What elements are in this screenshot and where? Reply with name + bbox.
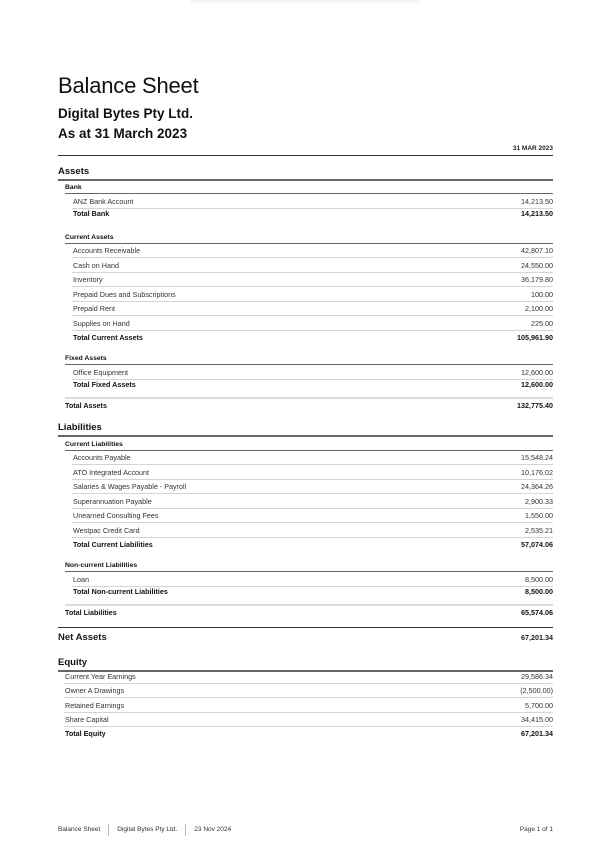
account-value: 5,700.00 <box>525 700 553 710</box>
total-label: Total Fixed Assets <box>73 380 136 389</box>
account-value: 2,900.33 <box>525 496 553 506</box>
report-title: Balance Sheet <box>58 73 199 98</box>
account-row[interactable] <box>58 259 553 273</box>
total-value: 65,574.06 <box>521 608 553 617</box>
account-label: Loan <box>73 575 89 584</box>
total-label: Total Equity <box>65 728 106 738</box>
footer-report-name: Balance Sheet <box>58 826 101 833</box>
total-value: 57,074.06 <box>521 539 553 549</box>
account-label: Unearned Consulting Fees <box>73 511 159 521</box>
total-row <box>58 378 553 392</box>
account-value: 42,807.10 <box>521 246 553 255</box>
account-label: Accounts Receivable <box>73 246 141 255</box>
account-value: 100.00 <box>531 289 553 299</box>
account-value: 36,179.80 <box>521 275 553 285</box>
page-footer <box>58 824 553 836</box>
account-value: 15,548.24 <box>521 453 553 462</box>
footer-company: Digital Bytes Pty Ltd. <box>108 824 185 836</box>
total-label: Total Current Assets <box>73 332 143 342</box>
account-label: Inventory <box>73 275 103 285</box>
net-assets-rule <box>58 627 553 628</box>
account-row[interactable] <box>58 670 553 684</box>
total-label: Total Current Liabilities <box>73 539 153 549</box>
account-row[interactable] <box>58 273 553 287</box>
account-row[interactable] <box>58 509 553 523</box>
total-value: 8,500.00 <box>525 587 553 596</box>
total-row <box>58 331 553 345</box>
group-bank: Bank <box>65 183 553 194</box>
total-value: 12,600.00 <box>521 380 553 389</box>
account-label: Share Capital <box>65 715 109 725</box>
account-label: Accounts Payable <box>73 453 131 462</box>
account-label: Supplies on Hand <box>73 319 130 328</box>
account-label: Office Equipment <box>73 368 129 377</box>
account-row[interactable] <box>58 466 553 480</box>
account-value: 2,535.21 <box>525 526 553 535</box>
account-label: Westpac Credit Card <box>73 526 140 535</box>
account-label: Cash on Hand <box>73 260 119 270</box>
total-row <box>58 727 553 741</box>
net-assets-label: Net Assets <box>58 632 107 643</box>
account-label: Owner A Drawings <box>65 686 125 696</box>
total-assets-row <box>58 399 553 413</box>
account-label: ATO Integrated Account <box>73 467 150 477</box>
account-row[interactable] <box>58 480 553 494</box>
account-row[interactable] <box>58 451 553 465</box>
footer-date: 23 Nov 2024 <box>185 824 239 836</box>
section-liabilities: Liabilities <box>58 422 553 437</box>
account-row[interactable] <box>58 317 553 331</box>
account-value: 8,500.00 <box>525 575 553 584</box>
total-row <box>58 207 553 221</box>
account-row[interactable] <box>58 524 553 538</box>
account-value: 10,176.02 <box>521 467 553 477</box>
account-value: (2,500.00) <box>520 686 553 696</box>
account-value: 12,600.00 <box>521 368 553 377</box>
viewer-top-shadow <box>190 0 420 4</box>
total-label: Total Bank <box>73 209 110 218</box>
company-name: Digital Bytes Pty Ltd. <box>58 106 194 121</box>
report-date: As at 31 March 2023 <box>58 126 188 141</box>
account-label: ANZ Bank Account <box>73 197 134 206</box>
account-row[interactable] <box>58 244 553 258</box>
account-label: Superannuation Payable <box>73 496 152 506</box>
net-assets-row <box>58 630 553 646</box>
section-equity: Equity <box>58 657 553 672</box>
total-value: 132,775.40 <box>517 401 553 410</box>
group-current-liabilities: Current Liabilities <box>65 440 553 451</box>
group-noncurrent-liabilities: Non-current Liabilities <box>65 561 553 572</box>
account-value: 24,364.26 <box>521 482 553 492</box>
account-value: 1,550.00 <box>525 511 553 521</box>
account-value: 14,213.50 <box>521 197 553 206</box>
account-label: Salaries & Wages Payable - Payroll <box>73 482 187 492</box>
section-assets: Assets <box>58 166 553 181</box>
total-row <box>58 585 553 599</box>
account-row[interactable] <box>58 288 553 302</box>
group-fixed-assets: Fixed Assets <box>65 354 553 365</box>
total-liabilities-row <box>58 606 553 620</box>
account-value: 24,550.00 <box>521 260 553 270</box>
total-label: Total Liabilities <box>65 608 117 617</box>
total-value: 14,213.50 <box>521 209 553 218</box>
account-label: Current Year Earnings <box>65 672 136 681</box>
total-value: 105,961.90 <box>517 332 553 342</box>
account-value: 2,100.00 <box>525 304 553 314</box>
account-value: 225.00 <box>531 319 553 328</box>
header-rule <box>58 155 553 156</box>
total-value: 67,201.34 <box>521 728 553 738</box>
account-value: 34,415.00 <box>521 715 553 725</box>
account-label: Retained Earnings <box>65 700 125 710</box>
total-label: Total Assets <box>65 401 107 410</box>
account-row[interactable] <box>58 713 553 727</box>
group-current-assets: Current Assets <box>65 233 553 244</box>
footer-page-number: Page 1 of 1 <box>519 826 553 833</box>
account-row[interactable] <box>58 495 553 509</box>
account-value: 29,586.34 <box>521 672 553 681</box>
account-row[interactable] <box>58 699 553 713</box>
account-row[interactable] <box>58 684 553 698</box>
account-row[interactable] <box>58 302 553 316</box>
column-header-date: 31 MAR 2023 <box>512 145 553 152</box>
net-assets-value: 67,201.34 <box>521 633 553 642</box>
total-label: Total Non-current Liabilities <box>73 587 168 596</box>
account-label: Prepaid Rent <box>73 304 115 314</box>
account-label: Prepaid Dues and Subscriptions <box>73 289 176 299</box>
total-row <box>58 538 553 552</box>
